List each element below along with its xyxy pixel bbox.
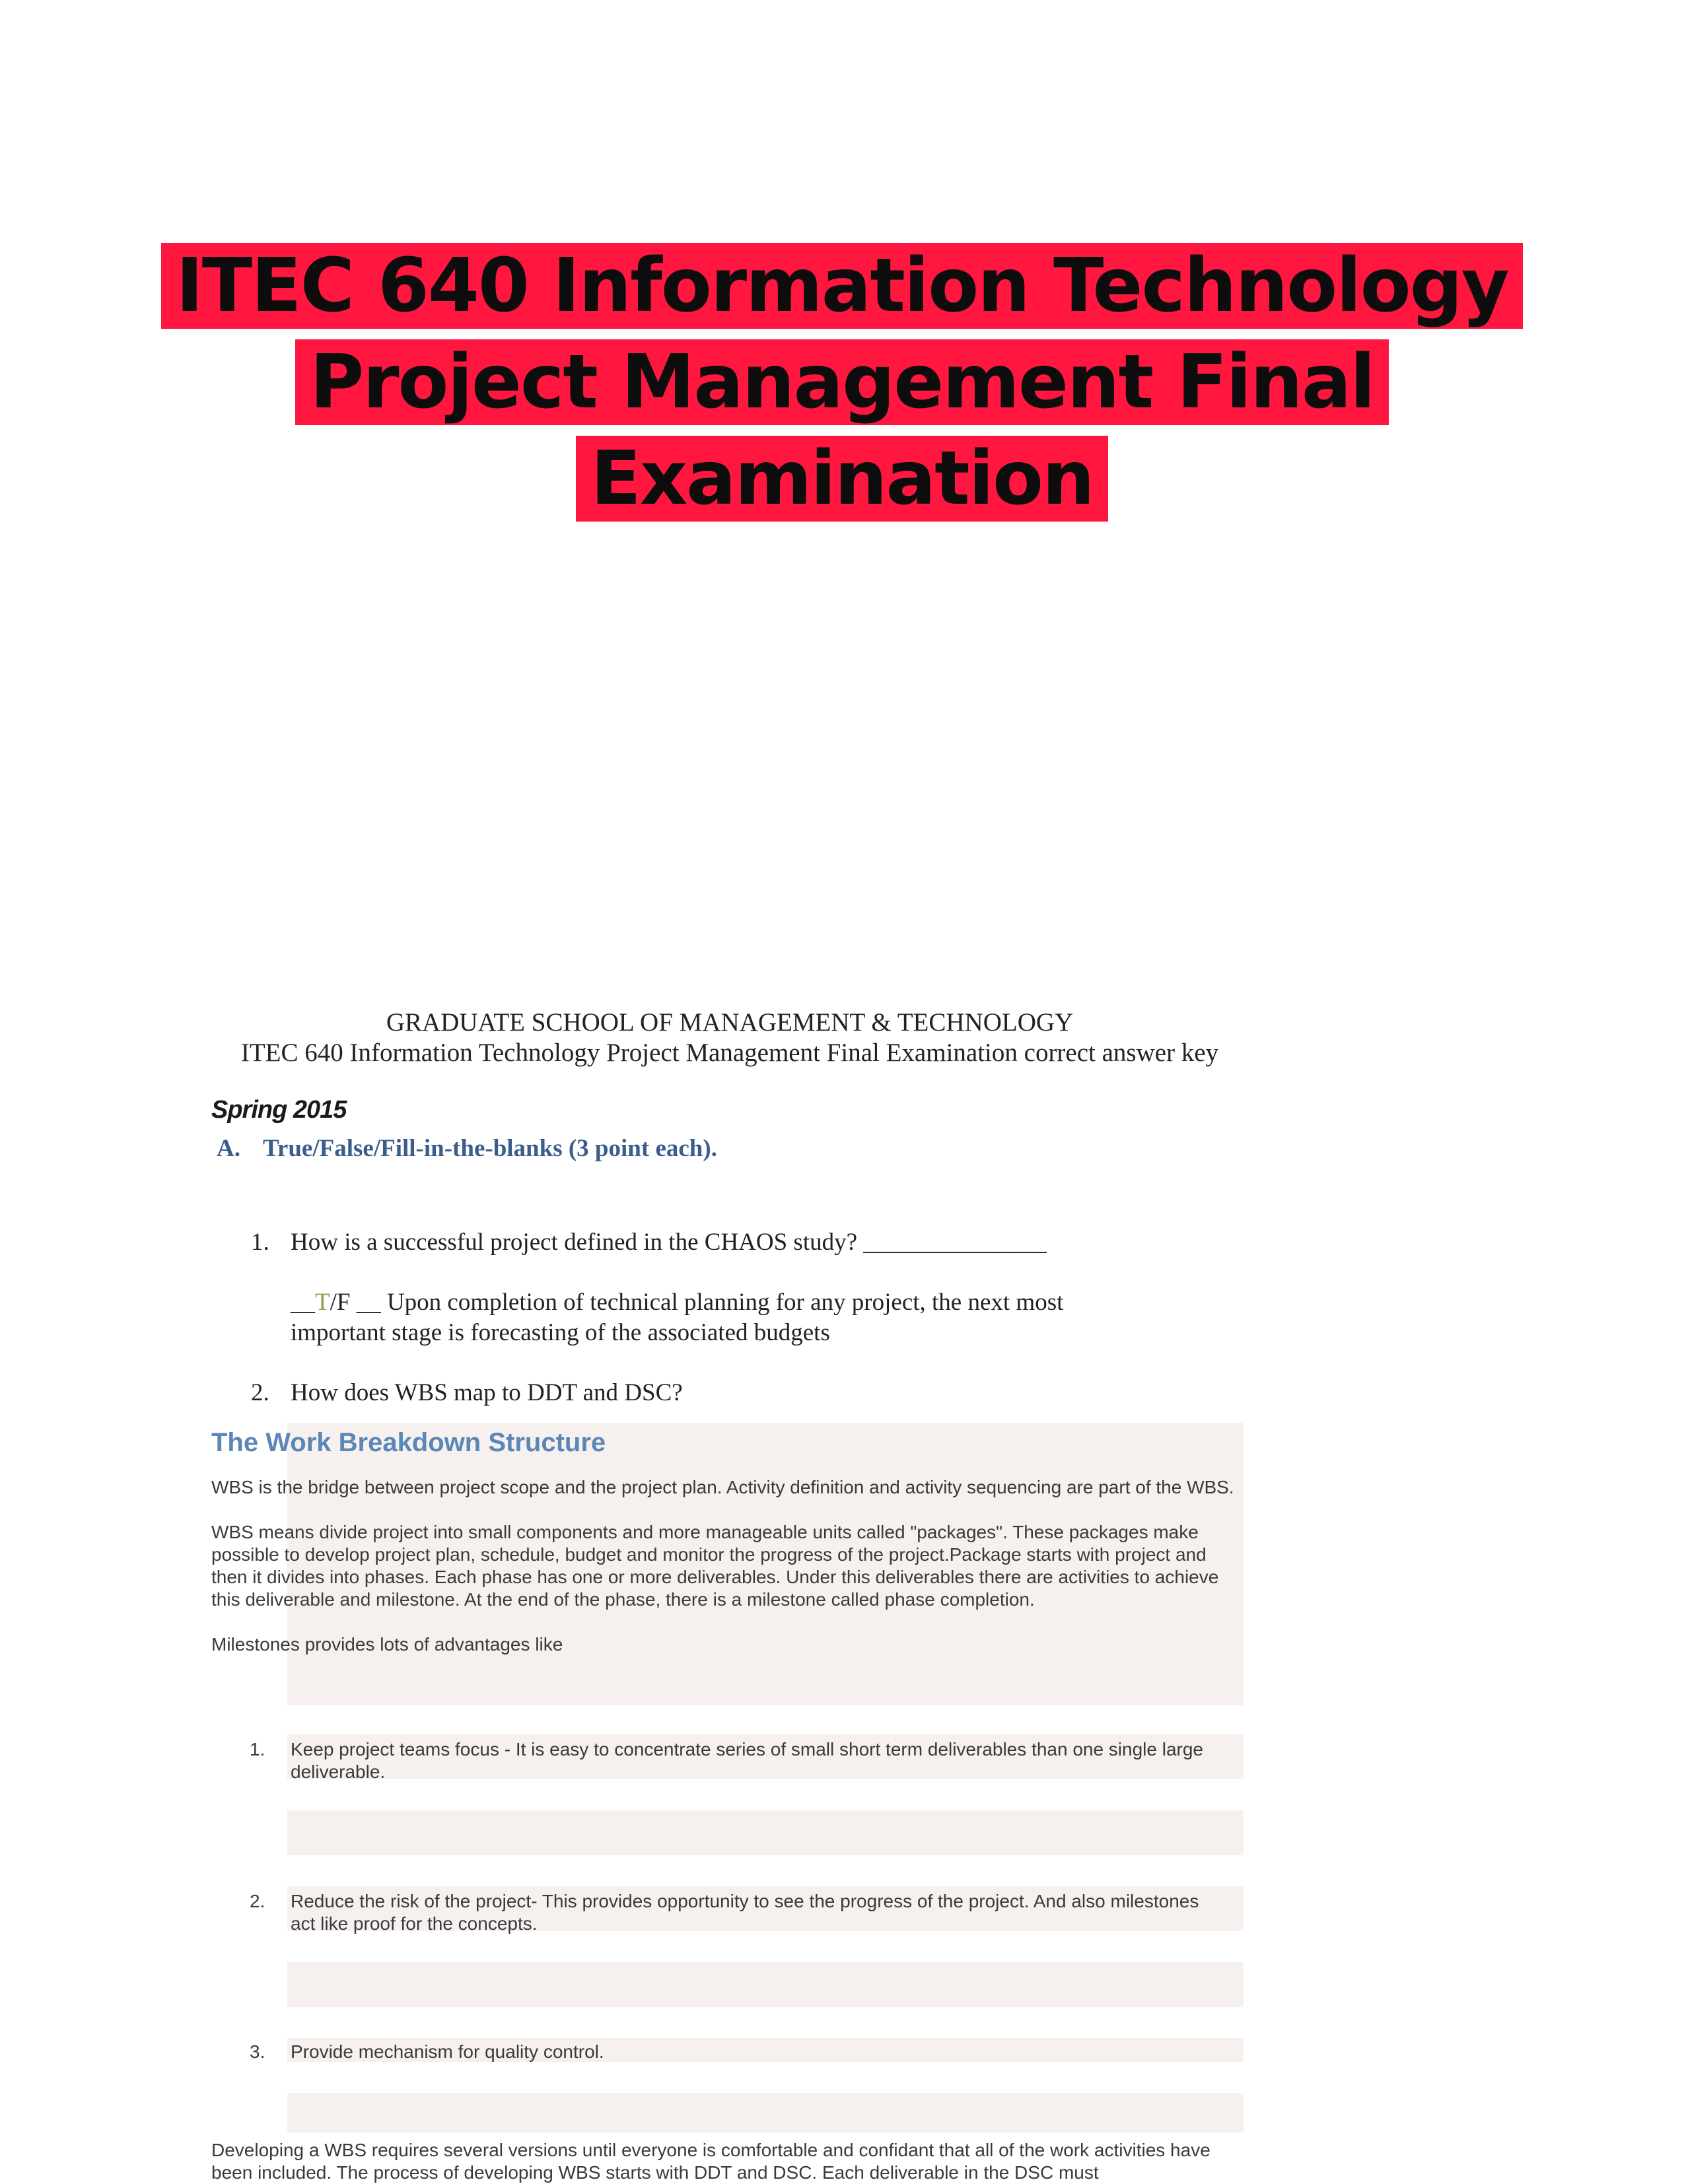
section-a-heading [217, 1134, 717, 1163]
wbs-heading: The Work Breakdown Structure [211, 1428, 606, 1457]
answer-shade [287, 2093, 1244, 2133]
section-label: True/False/Fill-in-the-blanks (3 point each). [263, 1135, 717, 1162]
wbs-paragraph-2: WBS means divide project into small components and more manageable units called "packages". These packages make possible to develop project plan, schedule, budget and monitor the progress of the project.Package starts with project and then it divides into phases. Each phase has one or more deliverables. Under this deliverables there are activities to achieve this deliverable and milestone. At the end of the phase, there is a milestone called phase completion. [211, 1522, 1219, 1610]
tf-text: /F __ Upon completion of technical planning for any project, the next most [330, 1289, 1064, 1316]
tf-text-line-2: important stage is forecasting of the associated budgets [291, 1319, 830, 1346]
wbs-closing-paragraph: Developing a WBS requires several versions until everyone is comfortable and confidant that all of the work activities have been included. The process of developing WBS starts with DDT and DSC. Each deliverable in the DSC must [211, 2140, 1210, 2183]
title-line-2: Project Management Final [295, 339, 1389, 425]
question-2 [251, 1379, 683, 1407]
answer-shade [287, 1810, 1244, 1855]
page-title [0, 238, 1684, 527]
exam-subtitle: ITEC 640 Information Technology Project Management Final Examination correct answer key [240, 1039, 1219, 1067]
question-2-number: 2. [251, 1379, 269, 1406]
true-false-question [291, 1287, 1063, 1348]
question-1-text: How is a successful project defined in the CHAOS study? _______________ [291, 1229, 1047, 1256]
list-item [250, 1890, 1240, 1935]
list-item [250, 2041, 1240, 2063]
list-item-number: 2. [250, 1891, 265, 1911]
question-2-text: How does WBS map to DDT and DSC? [291, 1379, 683, 1406]
list-item-number: 3. [250, 2041, 265, 2062]
wbs-paragraph-1: WBS is the bridge between project scope and the project plan. Activity definition and activity sequencing are part of the WBS. [211, 1477, 1234, 1497]
wbs-paragraph-3: Milestones provides lots of advantages like [211, 1634, 563, 1655]
list-item-text: Keep project teams focus - It is easy to concentrate series of small short term deliverables than one single large deliverable. [291, 1739, 1204, 1782]
tf-prefix: __ [291, 1289, 315, 1316]
list-item-text: Reduce the risk of the project- This provides opportunity to see the progress of the project. And also milestones act like proof for the concepts. [291, 1891, 1199, 1934]
term-label: Spring 2015 [211, 1096, 347, 1124]
title-line-3: Examination [576, 436, 1107, 522]
school-name: GRADUATE SCHOOL OF MANAGEMENT & TECHNOLOGY [386, 1008, 1074, 1037]
list-item-number: 1. [250, 1739, 265, 1759]
title-line-1: ITEC 640 Information Technology [161, 243, 1523, 329]
list-item-text: Provide mechanism for quality control. [291, 2041, 604, 2062]
question-1 [251, 1228, 1047, 1256]
answer-shade [287, 1962, 1244, 2007]
tf-answer: T [315, 1289, 330, 1316]
section-letter: A. [217, 1135, 240, 1162]
question-1-number: 1. [251, 1229, 269, 1256]
list-item [250, 1738, 1240, 1783]
